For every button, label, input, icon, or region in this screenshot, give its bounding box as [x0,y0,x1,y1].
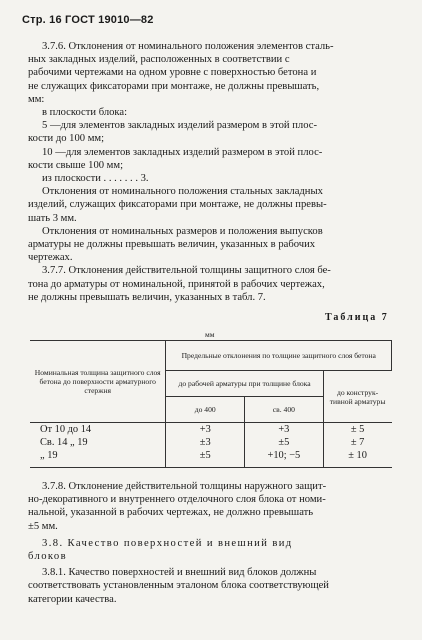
text-line: 3.7.7. Отклонения действительной толщины защитного слоя бе- [42,265,331,277]
table-row-label: „ 19 [30,449,166,468]
table-title: Таблица 7 [325,312,389,323]
text-line: Отклонения от номинального положения стальных закладных [42,186,323,198]
text-line: но-декоративного и внутреннего отделочного слоя блока от номи- [28,494,326,506]
text-line: ±5 мм. [28,520,58,532]
text-line: 3.7.8. Отклонение действительной толщины наружного защит- [42,481,327,492]
text-line: кости свыше 100 мм; [28,159,124,171]
text-line: соответствовать установленным эталоном блока соответствующей [28,580,329,592]
text-line: шать 3 мм. [28,212,77,224]
text-line: категории качества. [28,593,117,605]
page-header: Стр. 16 ГОСТ 19010—82 [22,14,154,26]
table-cell: +3 [166,423,245,437]
table-header-thickness: Номинальная толщина защитного слоя бетона до поверхности арматурного стержня [30,341,166,423]
table-cell: ± 5 [323,423,391,437]
text-line: нальной, указанной в рабочих чертежах, не должно превышать [28,507,314,519]
text-line: в плоскости блока: [42,107,128,118]
table-unit: мм [205,330,215,339]
text-line: не служащих фиксаторами при монтаже, не должны превышать, [28,80,320,92]
table-header-structural: до конструк-тивной арматуры [323,371,391,423]
text-line: ных закладных изделий, расположенных в соответствии с [28,54,290,66]
table-cell: +3 [245,423,324,437]
text-line: чертежах. [28,252,73,264]
text-line: из плоскости . . . . . . . 3. [42,173,149,184]
table-cell: ±3 [166,436,245,449]
text-line: 10 —для элементов закладных изделий размером в этой плос- [42,146,323,158]
table-header-over400: св. 400 [245,397,324,423]
table-cell: ± 10 [323,449,391,468]
text-line: арматуры не должны превышать величин, указанных в рабочих [28,239,316,250]
data-table [30,340,392,468]
text-line: рабочими чертежами на одном уровне с поверхностью бетона и [28,67,317,79]
text-line: тона до арматуры от номинальной, принятой в рабочих чертежах, [28,278,325,290]
text-line: изделий, служащих фиксаторами при монтаже, не должны превы- [28,199,327,211]
table-cell: ±5 [245,436,324,449]
text-line: кости до 100 мм; [28,133,105,145]
table-row-label: Св. 14 „ 19 [30,436,166,449]
text-line: мм: [28,93,45,105]
text-line: не должны превышать величин, указанных в табл. 7. [28,291,266,303]
section-heading: 3.8. Качество поверхностей и внешний вид [42,537,293,549]
text-line: 3.8.1. Качество поверхностей и внешний вид блоков должны [42,567,317,579]
table-cell: ±5 [166,449,245,468]
table-row-label: От 10 до 14 [30,423,166,437]
table-header-group: Предельные отклонения по толщине защитного слоя бетона [166,341,392,371]
text-line: Отклонения от номинальных размеров и положения выпусков [42,225,323,237]
table-header-upto400: до 400 [166,397,245,423]
section-heading: блоков [28,551,68,562]
table-cell: ± 7 [323,436,391,449]
text-line: 3.7.6. Отклонения от номинального положения элементов сталь- [42,41,334,52]
table-header-working: до рабочей арматуры при толщине блока [166,371,323,397]
table-cell: +10; −5 [245,449,324,468]
text-line: 5 —для элементов закладных изделий размером в этой плос- [42,120,317,132]
